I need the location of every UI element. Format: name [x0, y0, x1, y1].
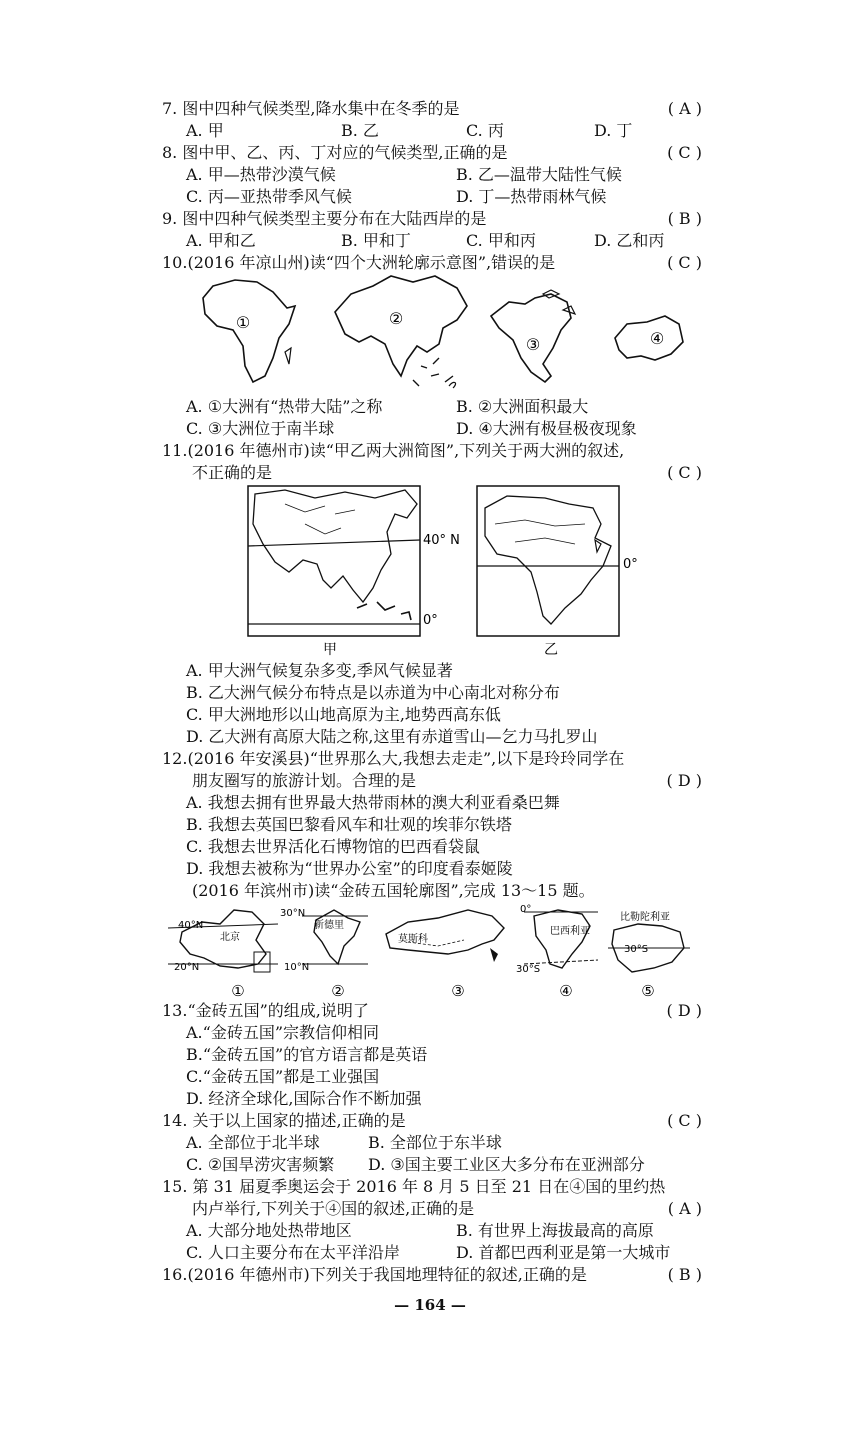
option: B. 甲和丁: [341, 231, 411, 250]
label-40n-china: 40°N: [178, 920, 204, 931]
option: C. 甲和丙: [466, 231, 536, 250]
answer-mark: ( A ): [667, 1199, 702, 1218]
option: B. 我想去英国巴黎看风车和壮观的埃菲尔铁塔: [186, 815, 512, 834]
option: C. ③大洲位于南半球: [186, 419, 335, 438]
label-moscow: 莫斯科: [398, 934, 428, 945]
answer-mark: ( B ): [667, 209, 702, 228]
answer-mark: ( C ): [667, 253, 702, 272]
question-stem: 14. 关于以上国家的描述,正确的是: [162, 1111, 406, 1130]
option: C. 丙: [466, 121, 504, 140]
country-number-3: ③: [451, 982, 465, 1000]
question-10-options: [162, 396, 702, 440]
question-stem: 10.(2016 年凉山州)读“四个大洲轮廓示意图”,错误的是: [162, 253, 556, 272]
question-stem-cont: 内卢举行,下列关于④国的叙述,正确的是: [192, 1199, 475, 1218]
option: C. ②国旱涝灾害频繁: [186, 1155, 335, 1174]
label-20n: 20°N: [174, 962, 200, 973]
label-30s-brazil: 30°S: [516, 964, 541, 975]
option: C. 丙—亚热带季风气候: [186, 187, 352, 206]
question-7: [162, 98, 702, 142]
question-stem: 9. 图中四种气候类型主要分布在大陆西岸的是: [162, 209, 487, 228]
continent-label-3: ③: [525, 335, 541, 354]
question-9: [162, 208, 702, 252]
option: A. 甲和乙: [186, 231, 256, 250]
label-brasilia: 巴西利亚: [550, 926, 590, 937]
option: D. 首都巴西利亚是第一大城市: [456, 1243, 671, 1262]
option: B. 乙大洲气候分布特点是以赤道为中心南北对称分布: [186, 683, 560, 702]
page-number: — 164 —: [394, 1296, 466, 1314]
option: A. 甲: [186, 121, 224, 140]
question-8: [162, 142, 702, 208]
answer-mark: ( D ): [666, 771, 702, 790]
question-stem: 12.(2016 年安溪县)“世界那么大,我想去走走”,以下是玲玲同学在: [162, 749, 625, 768]
question-14: [162, 1110, 702, 1176]
question-13: [162, 1000, 702, 1110]
label-new-delhi: 新德里: [314, 920, 344, 931]
question-stem: 11.(2016 年德州市)读“甲乙两大洲简图”,下列关于两大洲的叙述,: [162, 441, 625, 460]
answer-mark: ( B ): [667, 1265, 702, 1284]
question-stem: 13.“金砖五国”的组成,说明了: [162, 1001, 369, 1020]
answer-mark: ( A ): [667, 99, 702, 118]
figure-label-jia: 甲: [323, 642, 337, 658]
option: B. 乙—温带大陆性气候: [456, 165, 622, 184]
option: D. 乙和丙: [594, 231, 665, 250]
question-10: [162, 252, 702, 274]
lat-40n-label: 40° N: [423, 533, 460, 548]
continent-label-2: ②: [388, 309, 404, 328]
option: C. 人口主要分布在太平洋沿岸: [186, 1243, 400, 1262]
question-stem-cont: 不正确的是: [192, 463, 273, 482]
label-beijing: 北京: [220, 932, 240, 943]
option: A. 甲—热带沙漠气候: [186, 165, 336, 184]
question-stem-cont: 朋友圈写的旅游计划。合理的是: [192, 771, 417, 790]
label-30n: 30°N: [280, 908, 306, 919]
answer-mark: ( C ): [667, 143, 702, 162]
intro-13-15: [192, 880, 732, 902]
question-15: [162, 1176, 702, 1264]
question-stem: 8. 图中甲、乙、丙、丁对应的气候类型,正确的是: [162, 143, 508, 162]
option: A. ①大洲有“热带大陆”之称: [186, 397, 383, 416]
label-30s-sa: 30°S: [624, 944, 649, 955]
option: B. ②大洲面积最大: [456, 397, 589, 416]
question-11: [162, 440, 702, 484]
option: B. 乙: [341, 121, 379, 140]
option: D. 乙大洲有高原大陆之称,这里有赤道雪山—乞力马扎罗山: [186, 727, 598, 746]
continent-label-1: ①: [235, 313, 251, 332]
option: D. 丁—热带雨林气候: [456, 187, 607, 206]
continents-outline-figure: [195, 272, 705, 394]
option: A. 我想去拥有世界最大热带雨林的澳大利亚看桑巴舞: [186, 793, 560, 812]
question-stem: 15. 第 31 届夏季奥运会于 2016 年 8 月 5 日至 21 日在④国的里约热: [162, 1177, 666, 1196]
label-pretoria: 比勒陀利亚: [620, 912, 670, 923]
option: A.“金砖五国”宗教信仰相同: [186, 1023, 380, 1042]
option: D. 经济全球化,国际合作不断加强: [186, 1089, 422, 1108]
figure-label-yi: 乙: [544, 642, 558, 658]
option: B. 有世界上海拔最高的高原: [456, 1221, 654, 1240]
option: D. ④大洲有极昼极夜现象: [456, 419, 637, 438]
label-10n: 10°N: [284, 962, 310, 973]
option: C.“金砖五国”都是工业强国: [186, 1067, 380, 1086]
answer-mark: ( C ): [667, 463, 702, 482]
continent-label-4: ④: [649, 329, 665, 348]
brics-outline-figure: [168, 902, 698, 1000]
answer-mark: ( D ): [666, 1001, 702, 1020]
question-stem: 7. 图中四种气候类型,降水集中在冬季的是: [162, 99, 460, 118]
option: D. 我想去被称为“世界办公室”的印度看泰姬陵: [186, 859, 513, 878]
country-number-4: ④: [559, 982, 573, 1000]
country-number-2: ②: [331, 982, 345, 1000]
option: A. 甲大洲气候复杂多变,季风气候显著: [186, 661, 453, 680]
option: B. 全部位于东半球: [368, 1133, 502, 1152]
option: A. 全部位于北半球: [186, 1133, 320, 1152]
country-number-5: ⑤: [641, 982, 655, 1000]
option: B.“金砖五国”的官方语言都是英语: [186, 1045, 428, 1064]
option: A. 大部分地处热带地区: [186, 1221, 352, 1240]
asia-africa-figure: [245, 484, 645, 660]
option: D. 丁: [594, 121, 633, 140]
option: D. ③国主要工业区大多分布在亚洲部分: [368, 1155, 645, 1174]
intro-text: (2016 年滨州市)读“金砖五国轮廓图”,完成 13～15 题。: [192, 881, 595, 900]
equator-right-label: 0°: [623, 557, 638, 572]
equator-left-label: 0°: [423, 613, 438, 628]
question-11-options: [162, 660, 702, 748]
answer-mark: ( C ): [667, 1111, 702, 1130]
option: C. 我想去世界活化石博物馆的巴西看袋鼠: [186, 837, 480, 856]
option: C. 甲大洲地形以山地高原为主,地势西高东低: [186, 705, 501, 724]
question-stem: 16.(2016 年德州市)下列关于我国地理特征的叙述,正确的是: [162, 1265, 587, 1284]
label-0deg: 0°: [520, 904, 532, 915]
country-number-1: ①: [231, 982, 245, 1000]
question-12: [162, 748, 702, 880]
question-16: [162, 1264, 702, 1286]
